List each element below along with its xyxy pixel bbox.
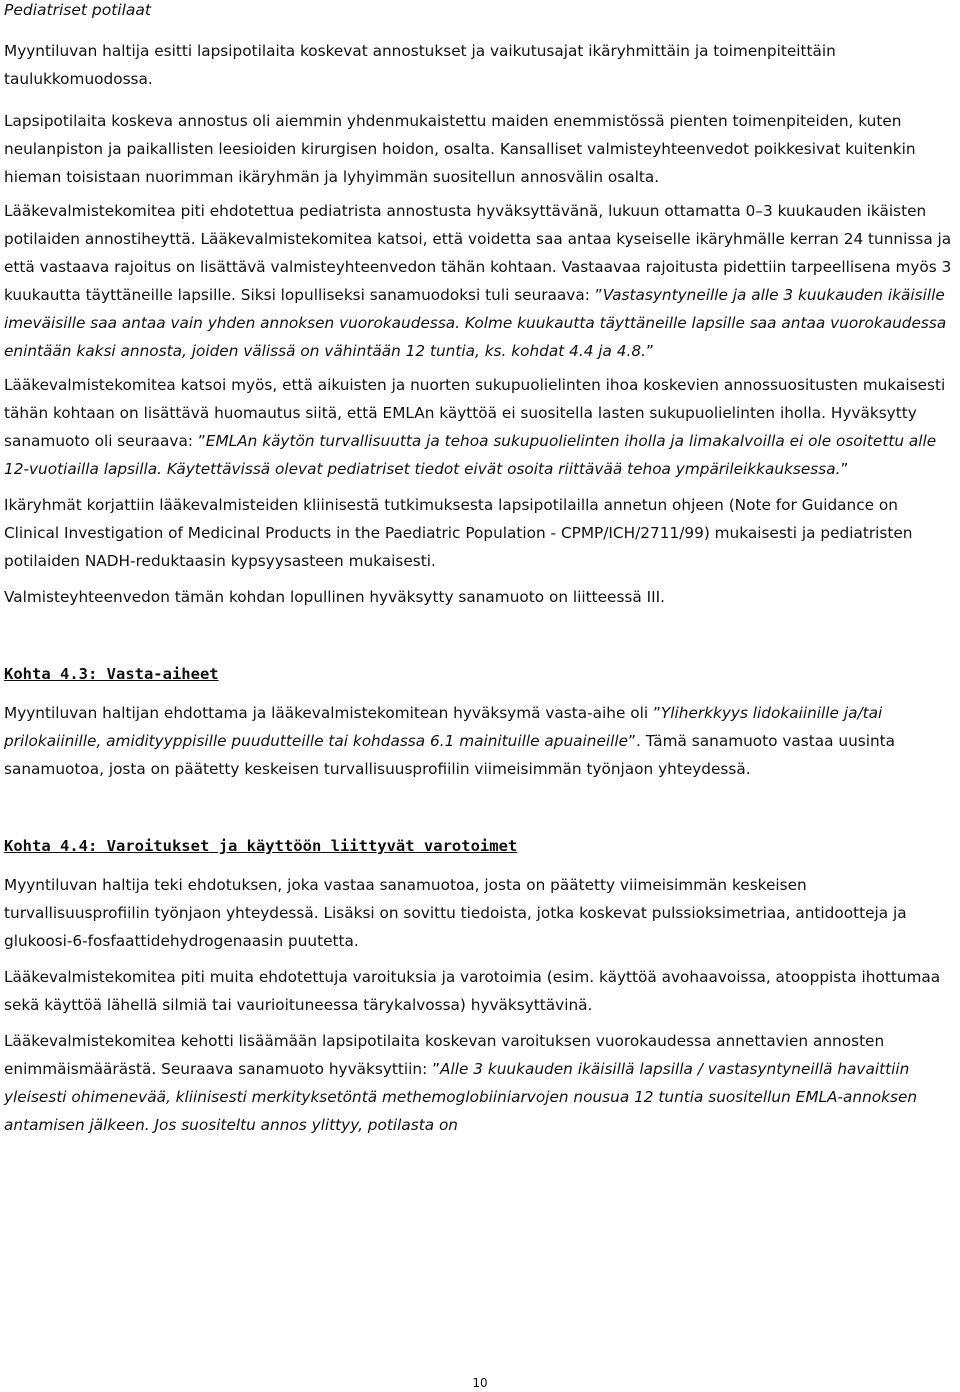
paragraph-harmonised-dosing: Lapsipotilaita koskeva annostus oli aiemmin yhdenmukaistettu maiden enemmistössä pienten toimenpiteiden, kuten neulanpiston ja paikallisten leesioiden kirurgisen hoidon, osalta. Kansalliset valmisteyhteenvedot poikkesivat kuitenkin hieman toisistaan nuorimman ikäryhmän ja lyhyimmän suositellun annosvälin osalta. [4, 112, 916, 186]
quoted-wording-warning: Alle 3 kuukauden ikäisillä lapsilla / vastasyntyneillä havaittiin yleisesti ohimenevää, kliinisesti merkityksetöntä methemoglobiiniarvojen nousua 12 tuntia suositellun EMLA-annoksen antamisen jälkeen. Jos suositeltu annos ylittyy, potilasta on [4, 1060, 918, 1134]
paragraph-pediatric-warning: Lääkevalmistekomitea kehotti lisäämään lapsipotilaita koskevan varoituksen vuorokaudessa annettavien annosten enimmäismäärästä. Seuraava sanamuoto hyväksyttiin: ”Alle 3 kuukauden ikäisillä lapsilla / vastasyntyneillä havaittiin yleisesti ohimenevää, kliinisesti merkityksetöntä methemoglobiiniarvojen nousua 12 tuntia suositellun EMLA-annoksen antamisen jälkeen. Jos suositeltu annos ylittyy, potilasta on [4, 1032, 918, 1134]
paragraph-chmp-dosing-frequency: Lääkevalmistekomitea piti ehdotettua pediatrista annostusta hyväksyttävänä, lukuun ottamatta 0–3 kuukauden ikäisten potilaiden annostiheyttä. Lääkevalmistekomitea katsoi, että voidetta saa antaa kyseiselle ikäryhmälle kerran 24 tunnissa ja että vastaava rajoitus on lisättävä valmisteyhteenvedon tähän kohtaan. Vastaavaa rajoitusta pidettiin tarpeellisena myös 3 kuukautta täyttäneille lapsille. Siksi lopulliseksi sanamuodoksi tuli seuraava: ”Vastasyntyneille ja alle 3 kuukauden ikäisille imeväisille saa antaa vain yhden annoksen vuorokaudessa. Kolme kuukautta täyttäneille lapsille saa antaa vuorokaudessa enintään kaksi annosta, joiden välissä on vähintään 12 tuntia, ks. kohdat 4.4 ja 4.8.” [4, 202, 952, 360]
heading-kohta-4-4: Kohta 4.4: Varoitukset ja käyttöön liittyvät varotoimet [4, 837, 518, 855]
page-number: 10 [472, 1376, 488, 1390]
document-page [4, 0, 956, 1139]
quoted-wording-genital: EMLAn käytön turvallisuutta ja tehoa sukupuolielinten iholla ja limakalvoilla ei ole osoitettu alle 12-vuotiailla lapsilla. Käytettävissä olevat pediatriset tiedot eivät osoita riittävää tehoa ympärileikkauksessa. [4, 432, 937, 478]
paragraph-other-warnings: Lääkevalmistekomitea piti muita ehdotettuja varoituksia ja varotoimia (esim. käyttöä avohaavoissa, atooppista ihottumaa sekä käyttöä lähellä silmiä tai vaurioituneessa tärykalvossa) hyväksyttävinä. [4, 968, 941, 1014]
section-heading-pediatric: Pediatriset potilaat [4, 1, 151, 19]
quoted-wording-contraindication: Yliherkkyys lidokaiinille ja/tai prilokaiinille, amidityyppisille puudutteille tai kohdassa 6.1 mainituille apuaineille [4, 704, 883, 750]
paragraph-final-wording-annex: Valmisteyhteenvedon tämän kohdan lopullinen hyväksytty sanamuoto on liitteessä III. [4, 588, 666, 606]
heading-kohta-4-3: Kohta 4.3: Vasta-aiheet [4, 665, 219, 683]
paragraph-chmp-genital-skin: Lääkevalmistekomitea katsoi myös, että aikuisten ja nuorten sukupuolielinten ihoa koskevien annossuositusten mukaisesti tähän kohtaan on lisättävä huomautus siitä, että EMLAn käyttöä ei suositella lasten sukupuolielinten iholla. Hyväksytty sanamuoto oli seuraava: ”EMLAn käytön turvallisuutta ja tehoa sukupuolielinten iholla ja limakalvoilla ei ole osoitettu alle 12-vuotiailla lapsilla. Käytettävissä olevat pediatriset tiedot eivät osoita riittävää tehoa ympärileikkauksessa.” [4, 376, 946, 478]
paragraph-mah-proposal: Myyntiluvan haltija teki ehdotuksen, joka vastaa sanamuotoa, josta on päätetty viimeisimmän keskeisen turvallisuusprofiilin työnjaon yhteydessä. Lisäksi on sovittu tiedoista, jotka koskevat pulssioksimetriaa, antidootteja ja glukoosi-6-fosfaattidehydrogenaasin puutetta. [4, 876, 907, 950]
quoted-wording-dosing: Vastasyntyneille ja alle 3 kuukauden ikäisille imeväisille saa antaa vain yhden annoksen vuorokaudessa. Kolme kuukautta täyttäneille lapsille saa antaa vuorokaudessa enintään kaksi annosta, joiden välissä on vähintään 12 tuntia, ks. kohdat 4.4 ja 4.8. [4, 286, 947, 360]
paragraph-contraindications: Myyntiluvan haltijan ehdottama ja lääkevalmistekomitean hyväksymä vasta-aihe oli ”Yliherkkyys lidokaiinille ja/tai prilokaiinille, amidityyppisille puudutteille tai kohdassa 6.1 mainituille apuaineille”. Tämä sanamuoto vastaa uusinta sanamuotoa, josta on päätetty keskeisen turvallisuusprofiilin viimeisimmän työnjaon yhteydessä. [4, 704, 896, 778]
paragraph-age-groups: Ikäryhmät korjattiin lääkevalmisteiden kliinisestä tutkimuksesta lapsipotilailla annetun ohjeen (Note for Guidance on Clinical Investigation of Medicinal Products in the Paediatric Population - CPMP/ICH/2711/99) mukaisesti ja pediatristen potilaiden NADH-reduktaasin kypsyysasteen mukaisesti. [4, 496, 913, 570]
paragraph-dosing-table: Myyntiluvan haltija esitti lapsipotilaita koskevat annostukset ja vaikutusajat ikäryhmittäin ja toimenpiteittäin taulukkomuodossa. [4, 42, 836, 88]
